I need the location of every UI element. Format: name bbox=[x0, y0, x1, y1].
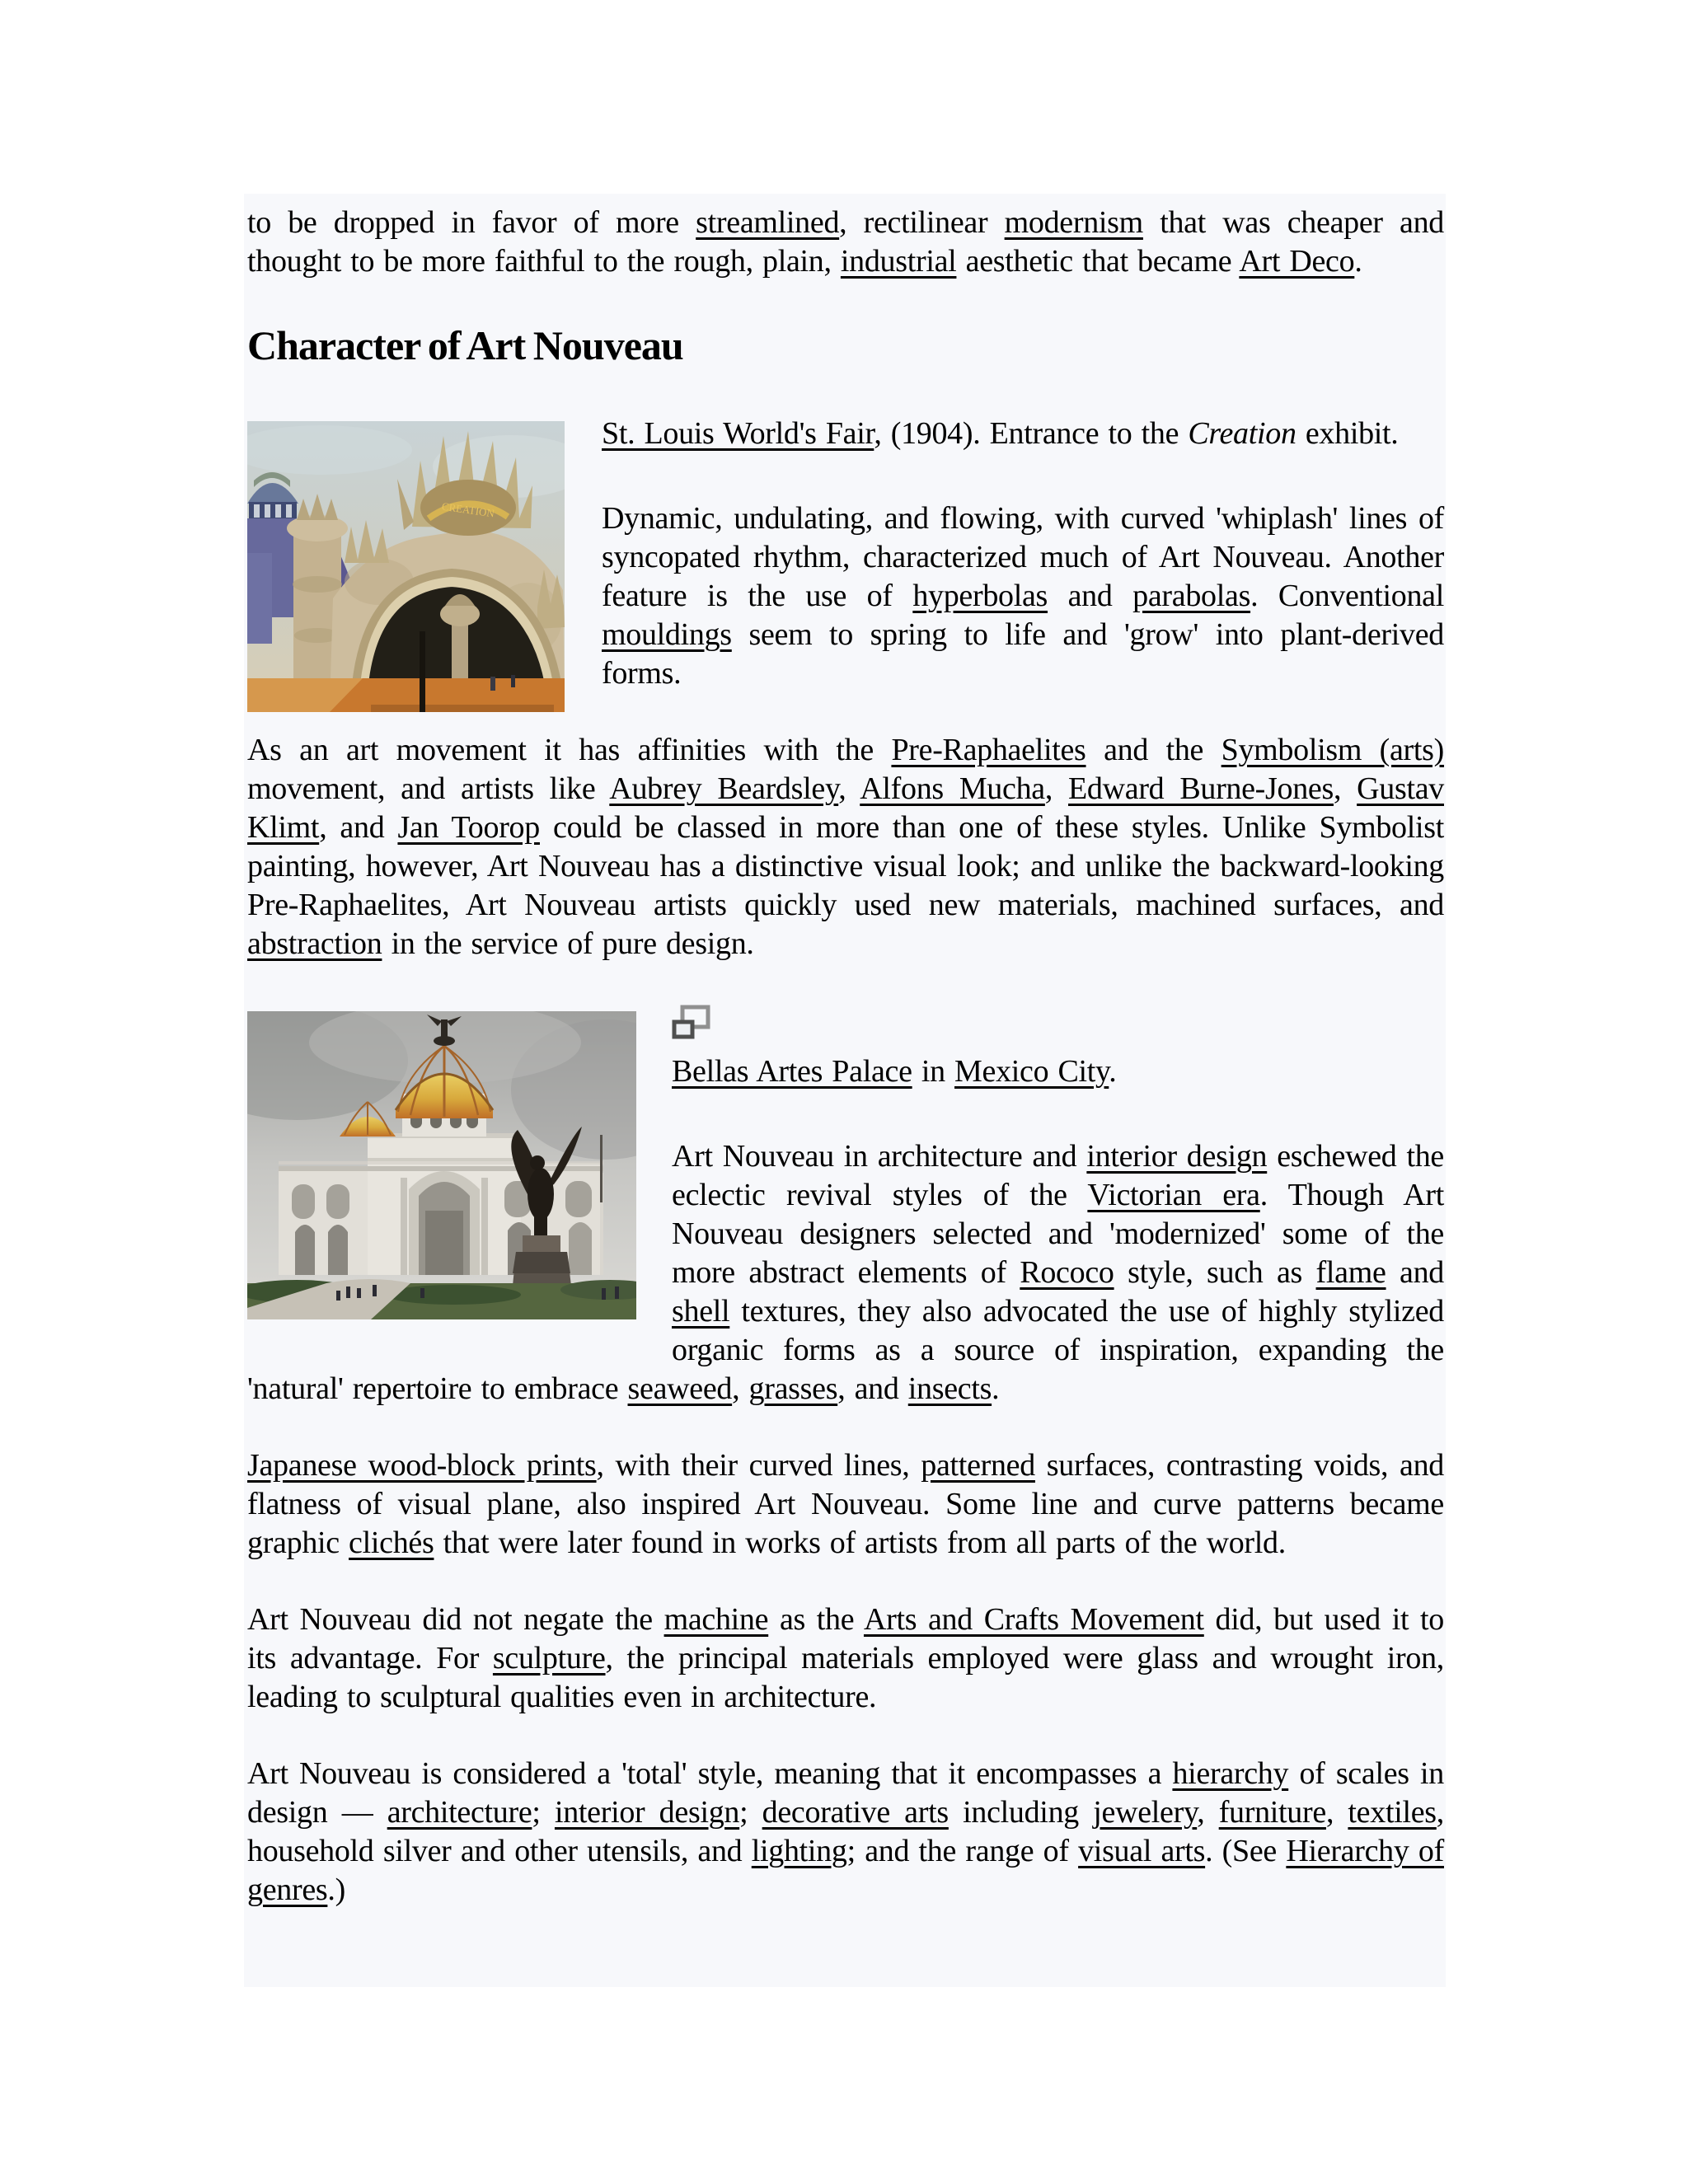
section-heading: Character of Art Nouveau bbox=[247, 322, 683, 368]
link-modernism[interactable]: modernism bbox=[1004, 205, 1143, 240]
text-run: textures, they also advocated the use of highly stylized organic forms as a source of inspiration, expanding the 'natural' repertoire to embrace bbox=[247, 1294, 1444, 1406]
link-parabolas[interactable]: parabolas bbox=[1132, 579, 1251, 613]
text-run: . bbox=[1354, 244, 1362, 279]
text-run: surfaces, contrasting voids, and flatness of visual plane, also inspired Art Nouveau. Some line and curve patterns became graphic bbox=[247, 1448, 1444, 1560]
text-run: , bbox=[1197, 1795, 1219, 1830]
text-run: .) bbox=[327, 1872, 345, 1907]
text-run: that were later found in works of artists from all parts of the world. bbox=[434, 1526, 1286, 1560]
link-hierarchy[interactable]: hierarchy bbox=[1172, 1756, 1289, 1791]
link-gustav-klimt[interactable]: Gustav Klimt bbox=[247, 771, 1444, 845]
link-aubrey-beardsley[interactable]: Aubrey Beardsley bbox=[609, 771, 839, 806]
link-decorative-arts[interactable]: decorative arts bbox=[762, 1795, 949, 1830]
text-run: Art Nouveau did not negate the bbox=[247, 1602, 664, 1637]
text-run: Dynamic, undulating, and flowing, with curved 'whiplash' lines of syncopated rhythm, characterized much of Art Nouveau. Another feature is the use of bbox=[602, 501, 1444, 613]
link-symbolism-arts[interactable]: Symbolism (arts) bbox=[1221, 733, 1445, 767]
link-shell[interactable]: shell bbox=[672, 1294, 730, 1329]
text-run: . bbox=[1109, 1054, 1117, 1089]
text-run: eschewed the eclectic revival styles of the bbox=[672, 1139, 1444, 1212]
bellas-artes-image[interactable] bbox=[247, 1011, 636, 1319]
link-architecture[interactable]: architecture bbox=[387, 1795, 532, 1830]
text-run: Art Nouveau is considered a 'total' style, meaning that it encompasses a bbox=[247, 1756, 1173, 1791]
link-insects[interactable]: insects bbox=[907, 1371, 992, 1406]
italic-text-run: Creation bbox=[1188, 416, 1296, 451]
text-run: , bbox=[838, 771, 860, 806]
text-run: , bbox=[1333, 771, 1357, 806]
text-run: ; bbox=[739, 1795, 762, 1830]
link-mouldings[interactable]: mouldings bbox=[602, 617, 732, 652]
link-abstraction[interactable]: abstraction bbox=[247, 926, 382, 961]
text-run: As an art movement it has affinities with the bbox=[247, 733, 892, 767]
link-rococo[interactable]: Rococo bbox=[1020, 1255, 1114, 1290]
link-japanese-wood-block-prints[interactable]: Japanese wood-block prints bbox=[247, 1448, 597, 1483]
link-lighting[interactable]: lighting bbox=[751, 1834, 847, 1868]
text-run: of scales in design — bbox=[247, 1756, 1444, 1830]
link-bellas-artes-palace[interactable]: Bellas Artes Palace bbox=[672, 1054, 912, 1089]
text-run: in the service of pure design. bbox=[382, 926, 754, 961]
flag-pole bbox=[420, 631, 425, 712]
link-arts-and-crafts-movement[interactable]: Arts and Crafts Movement bbox=[863, 1602, 1204, 1637]
link-machine[interactable]: machine bbox=[663, 1602, 769, 1637]
link-streamlined[interactable]: streamlined bbox=[696, 205, 840, 240]
text-run: , and bbox=[319, 810, 398, 845]
hedge bbox=[386, 1285, 521, 1305]
link-pre-raphaelites[interactable]: Pre-Raphaelites bbox=[891, 733, 1086, 767]
link-st-louis-world-s-fair[interactable]: St. Louis World's Fair bbox=[602, 416, 874, 451]
text-run: . Conventional bbox=[1250, 579, 1444, 613]
link-edward-burne-jones[interactable]: Edward Burne-Jones bbox=[1068, 771, 1334, 806]
text-run: . (See bbox=[1205, 1834, 1287, 1868]
text-run: did, but used it to its advantage. For bbox=[247, 1602, 1444, 1675]
link-furniture[interactable]: furniture bbox=[1218, 1795, 1326, 1830]
person bbox=[490, 677, 495, 691]
text-run: and the bbox=[1085, 733, 1221, 767]
link-textiles[interactable]: textiles bbox=[1348, 1795, 1437, 1830]
link-jewelery[interactable]: jewelery bbox=[1093, 1795, 1198, 1830]
text-run: , the principal materials employed were glass and wrought iron, leading to sculptural qualities even in architecture. bbox=[247, 1641, 1444, 1714]
paragraph-intro bbox=[247, 204, 1444, 281]
link-mexico-city[interactable]: Mexico City bbox=[954, 1054, 1109, 1089]
text-run: in bbox=[912, 1054, 955, 1089]
text-run: , bbox=[1325, 1795, 1348, 1830]
text-run: aesthetic that became bbox=[956, 244, 1240, 279]
link-grasses[interactable]: grasses bbox=[748, 1371, 838, 1406]
text-run: that was cheaper and thought to be more faithful to the rough, plain, bbox=[247, 205, 1444, 279]
text-run: exhibit. bbox=[1296, 416, 1399, 451]
text-run: seem to spring to life and 'grow' into plant-derived forms. bbox=[602, 617, 1444, 691]
paragraph-machine bbox=[247, 1601, 1444, 1717]
text-run: , rectilinear bbox=[839, 205, 1005, 240]
link-clich-s[interactable]: clichés bbox=[349, 1526, 434, 1560]
text-run: . bbox=[992, 1371, 1000, 1406]
text-run: movement, and artists like bbox=[247, 771, 610, 806]
link-visual-arts[interactable]: visual arts bbox=[1078, 1834, 1206, 1868]
link-industrial[interactable]: industrial bbox=[840, 244, 957, 279]
text-run: ; and the range of bbox=[846, 1834, 1079, 1868]
text-run: , (1904). Entrance to the bbox=[874, 416, 1189, 451]
link-alfons-mucha[interactable]: Alfons Mucha bbox=[860, 771, 1045, 806]
creation-crown-text: CREATION bbox=[441, 499, 495, 520]
link-interior-design[interactable]: interior design bbox=[554, 1795, 740, 1830]
figure-bellas-artes bbox=[247, 1001, 1444, 1408]
text-run: , with their curved lines, bbox=[596, 1448, 921, 1483]
text-run: as the bbox=[768, 1602, 864, 1637]
link-hierarchy-of-genres[interactable]: Hierarchy of genres bbox=[247, 1834, 1444, 1907]
text-run: . Though Art Nouveau designers selected and 'modernized' some of the more abstract elements of bbox=[672, 1178, 1445, 1290]
link-seaweed[interactable]: seaweed bbox=[627, 1371, 733, 1406]
link-flame[interactable]: flame bbox=[1315, 1255, 1386, 1290]
link-art-deco[interactable]: Art Deco bbox=[1239, 244, 1355, 279]
paragraph-total-style bbox=[247, 1755, 1444, 1910]
link-interior-design[interactable]: interior design bbox=[1086, 1139, 1268, 1174]
text-run: , bbox=[1044, 771, 1068, 806]
article-content bbox=[244, 194, 1446, 1987]
text-run: to be dropped in favor of more bbox=[247, 205, 696, 240]
text-run: and bbox=[1386, 1255, 1445, 1290]
text-run: and bbox=[1048, 579, 1133, 613]
text-run: ; bbox=[532, 1795, 555, 1830]
text-run: including bbox=[948, 1795, 1094, 1830]
text-run: , bbox=[732, 1371, 749, 1406]
text-run: style, such as bbox=[1114, 1255, 1316, 1290]
link-sculpture[interactable]: sculpture bbox=[492, 1641, 606, 1675]
link-victorian-era[interactable]: Victorian era bbox=[1087, 1178, 1260, 1212]
lamppost bbox=[600, 1135, 603, 1202]
text-run: , and bbox=[837, 1371, 908, 1406]
enlarge-icon-inner-rect bbox=[674, 1022, 692, 1037]
paragraph-japanese-prints bbox=[247, 1446, 1444, 1563]
ground-shadow bbox=[371, 705, 554, 712]
text-run: , household silver and other utensils, and bbox=[247, 1795, 1444, 1868]
paragraph-movement bbox=[247, 731, 1444, 963]
text-run: could be classed in more than one of these styles. Unlike Symbolist painting, however, Art Nouveau has a distinctive visual look; and unlike the backward-looking Pre-Raphaelites, Art Nouveau artists quickly used new materials, machined surfaces, and bbox=[247, 810, 1444, 922]
link-patterned[interactable]: patterned bbox=[921, 1448, 1035, 1483]
person bbox=[511, 675, 515, 687]
link-hyperbolas[interactable]: hyperbolas bbox=[912, 579, 1048, 613]
figure-stlouis-worlds-fair bbox=[247, 415, 1444, 693]
stlouis-worlds-fair-image[interactable] bbox=[247, 421, 565, 712]
text-run: Art Nouveau in architecture and bbox=[672, 1139, 1087, 1174]
link-jan-toorop[interactable]: Jan Toorop bbox=[397, 810, 540, 845]
